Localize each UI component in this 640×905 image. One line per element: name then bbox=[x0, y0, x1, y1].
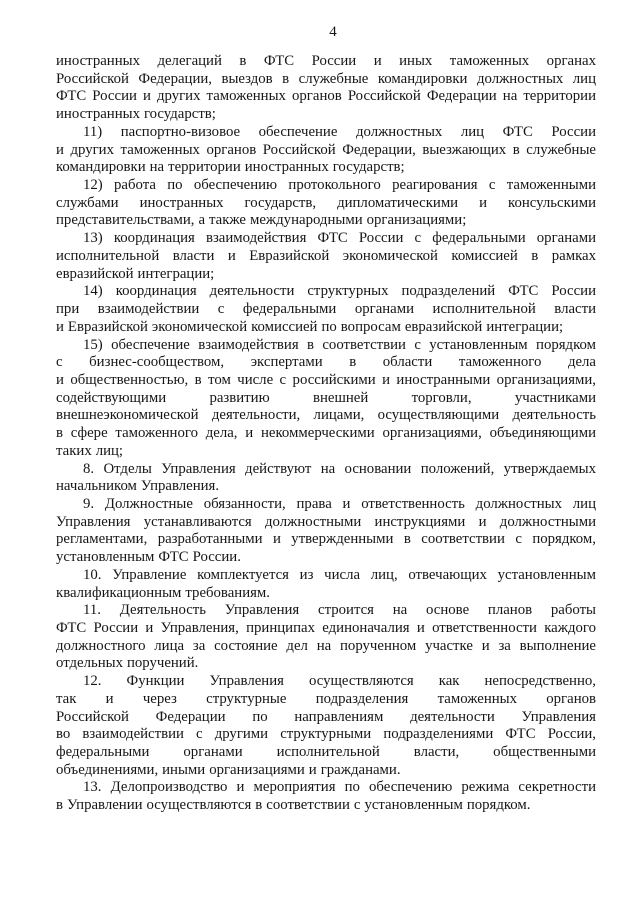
text-line: квалификационным требованиям. bbox=[56, 584, 270, 601]
text-line: 14) координация деятельности структурных подразделений ФТС России bbox=[83, 283, 596, 300]
text-line: исполнительной власти и Евразийской экономической комиссией в рамках bbox=[56, 247, 596, 264]
document-text bbox=[56, 53, 596, 815]
text-line: регламентами, разработанными и утвержденными в соответствии с порядком, bbox=[56, 531, 596, 548]
text-line: установленным ФТС России. bbox=[56, 549, 241, 566]
text-line: содействующими развитию внешней торговли, участниками bbox=[56, 389, 596, 406]
text-line: Российской Федерации по направлениям деятельности Управления bbox=[56, 708, 596, 725]
page-number: 4 bbox=[329, 24, 337, 40]
text-line: и общественностью, в том числе с российскими и иностранными организациями, bbox=[56, 371, 596, 388]
text-line: 15) обеспечение взаимодействия в соответствии с установленным порядком bbox=[83, 336, 596, 353]
text-line: 8. Отделы Управления действуют на основании положений, утверждаемых bbox=[83, 460, 596, 477]
text-line: с бизнес-сообществом, экспертами в области таможенного дела bbox=[56, 354, 596, 371]
text-line: 12. Функции Управления осуществляются как непосредственно, bbox=[83, 673, 596, 690]
text-line: ФТС России и других таможенных органов Российской Федерации на территории bbox=[56, 88, 596, 105]
text-line: 11. Деятельность Управления строится на основе планов работы bbox=[83, 602, 596, 619]
text-line: Управления устанавливаются должностными инструкциями и должностными bbox=[56, 513, 596, 530]
text-line: и Евразийской экономической комиссией по вопросам евразийской интеграции; bbox=[56, 318, 564, 335]
text-line: 12) работа по обеспечению протокольного реагирования с таможенными bbox=[83, 177, 596, 194]
text-line: 13) координация взаимодействия ФТС России с федеральными органами bbox=[83, 230, 596, 247]
text-line: иностранных делегаций в ФТС России и иных таможенных органах bbox=[56, 53, 596, 69]
text-line: при взаимодействии с федеральными органами исполнительной власти bbox=[56, 301, 596, 318]
text-line: объединениями, иными организациями и гражданами. bbox=[56, 761, 401, 778]
text-line: представительствами, а также международными организациями; bbox=[56, 212, 467, 229]
text-line: ФТС России и Управления, принципах единоначалия и ответственности каждого bbox=[56, 620, 596, 636]
text-line: начальником Управления. bbox=[56, 478, 220, 495]
text-line: во взаимодействии с другими структурными подразделениями ФТС России, bbox=[56, 726, 596, 743]
text-line: таких лиц; bbox=[56, 442, 124, 459]
text-line: службами иностранных государств, дипломатическими и консульскими bbox=[56, 194, 596, 211]
text-line: федеральными органами исполнительной власти, общественными bbox=[56, 744, 596, 761]
text-line: 9. Должностные обязанности, права и ответственность должностных лиц bbox=[83, 495, 596, 512]
text-line: и других таможенных органов Российской Федерации, выезжающих в служебные bbox=[56, 141, 596, 158]
text-line: в сфере таможенного дела, и некоммерческими организациями, объединяющими bbox=[56, 425, 596, 442]
text-line: 13. Делопроизводство и мероприятия по обеспечению режима секретности bbox=[83, 779, 596, 796]
text-line: 11) паспортно-визовое обеспечение должностных лиц ФТС России bbox=[83, 123, 596, 140]
text-line: внешнеэкономической деятельности, лицами, осуществляющими деятельность bbox=[56, 407, 596, 424]
text-line: евразийской интеграции; bbox=[56, 265, 215, 282]
text-line: должностного лица за состояние дел на порученном участке и за выполнение bbox=[56, 637, 596, 654]
text-line: в Управлении осуществляются в соответствии с установленным порядком. bbox=[56, 797, 531, 814]
text-line: командировки на территории иностранных государств; bbox=[56, 159, 405, 176]
text-line: отдельных поручений. bbox=[56, 655, 199, 672]
text-line: 10. Управление комплектуется из числа лиц, отвечающих установленным bbox=[83, 566, 596, 583]
text-line: Российской Федерации, выездов в служебные командировки должностных лиц bbox=[56, 70, 596, 87]
text-line: так и через структурные подразделения таможенных органов bbox=[56, 690, 596, 707]
text-line: иностранных государств; bbox=[56, 106, 216, 123]
